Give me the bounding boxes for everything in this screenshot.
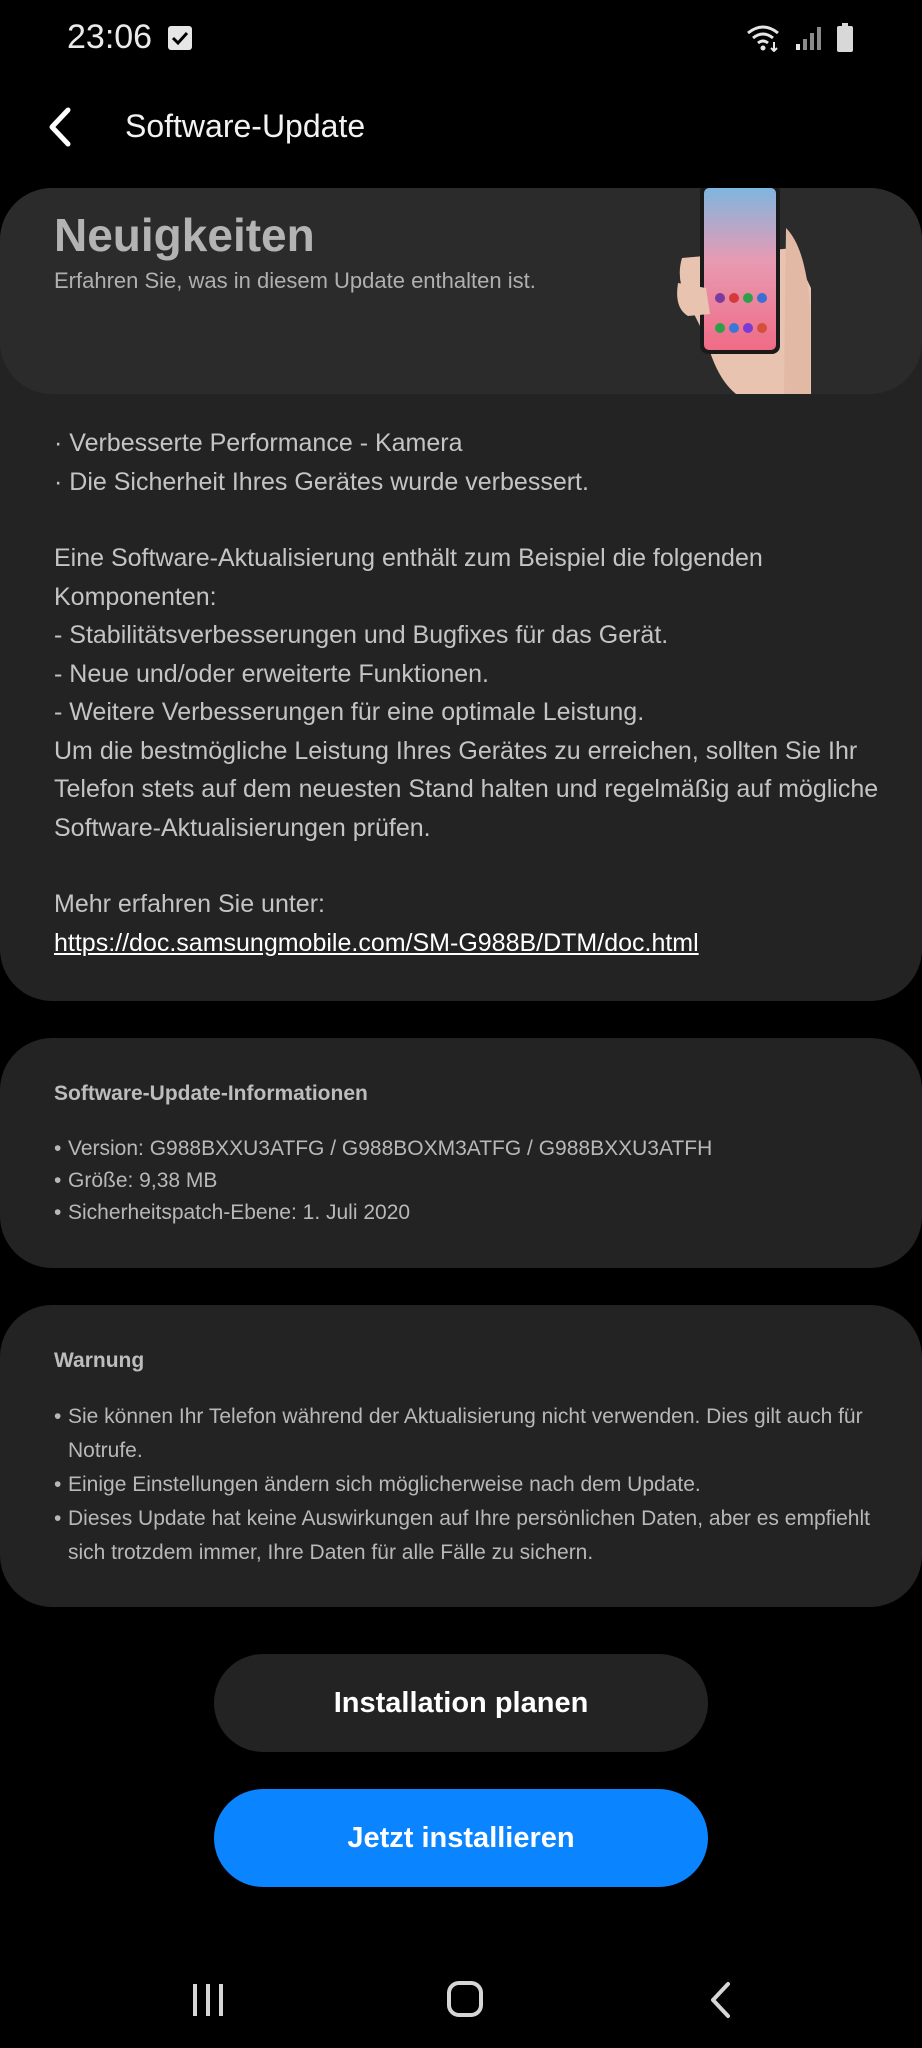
nav-back-icon[interactable] <box>706 1980 736 2020</box>
note-line: - Weitere Verbesserungen für eine optimale Leistung. <box>54 698 645 726</box>
warning-item: • Sie können Ihr Telefon während der Aktualisierung nicht verwenden. Dies gilt auch für Notrufe. <box>54 1400 874 1468</box>
release-notes-card <box>0 188 922 1001</box>
info-list <box>54 1133 874 1229</box>
system-icons <box>746 22 854 54</box>
notification-check-icon <box>168 26 192 50</box>
install-now-button[interactable]: Jetzt installieren <box>214 1789 708 1887</box>
warning-card <box>0 1305 922 1607</box>
wifi-icon <box>746 24 780 52</box>
note-line: - Stabilitätsverbesserungen und Bugfixes für das Gerät. <box>54 621 669 649</box>
info-version: • Version: G988BXXU3ATFG / G988BOXM3ATFG / G988BXXU3ATFH <box>54 1133 874 1165</box>
battery-icon <box>836 23 854 53</box>
warning-item: • Einige Einstellungen ändern sich möglicherweise nach dem Update. <box>54 1468 874 1502</box>
note-line: · Die Sicherheit Ihres Gerätes wurde verbessert. <box>54 467 589 496</box>
warning-title: Warnung <box>54 1349 145 1372</box>
signal-icon <box>794 24 822 52</box>
status-time: 23:06 <box>67 18 153 56</box>
release-notes-text <box>54 424 884 962</box>
warning-item: • Dieses Update hat keine Auswirkungen auf Ihre persönlichen Daten, aber es empfiehlt sich trotzdem immer, Ihre Daten für alle Fälle zu sichern. <box>54 1502 874 1570</box>
info-patch: • Sicherheitspatch-Ebene: 1. Juli 2020 <box>54 1197 874 1229</box>
navigation-bar <box>0 1960 922 2048</box>
more-info-label: Mehr erfahren Sie unter: <box>54 890 325 918</box>
note-line: Um die bestmögliche Leistung Ihres Gerätes zu erreichen, sollten Sie Ihr Telefon stets auf dem neuesten Stand halten und regelmäßig auf mögliche Software-Aktualisierungen prüfen. <box>54 736 879 842</box>
note-line: - Neue und/oder erweiterte Funktionen. <box>54 659 489 688</box>
info-size: • Größe: 9,38 MB <box>54 1165 874 1197</box>
phone-in-hand-illustration <box>676 188 816 394</box>
news-hero <box>0 188 922 394</box>
page-title: Software-Update <box>125 108 366 144</box>
app-bar <box>0 86 922 168</box>
more-info-link[interactable]: https://doc.samsungmobile.com/SM-G988B/DTM/doc.html <box>54 928 699 957</box>
schedule-install-button[interactable]: Installation planen <box>214 1654 708 1752</box>
recent-apps-icon[interactable] <box>190 1982 226 2018</box>
warning-list <box>54 1400 874 1570</box>
back-arrow-icon[interactable] <box>40 104 86 150</box>
note-line: · Verbesserte Performance - Kamera <box>54 429 463 457</box>
news-subtitle: Erfahren Sie, was in diesem Update enthalten ist. <box>54 268 536 293</box>
note-line: Eine Software-Aktualisierung enthält zum Beispiel die folgenden Komponenten: <box>54 544 763 611</box>
news-title: Neuigkeiten <box>54 209 315 261</box>
info-title: Software-Update-Informationen <box>54 1082 368 1105</box>
status-bar <box>0 0 922 76</box>
update-info-card <box>0 1038 922 1268</box>
home-icon[interactable] <box>446 1980 484 2018</box>
